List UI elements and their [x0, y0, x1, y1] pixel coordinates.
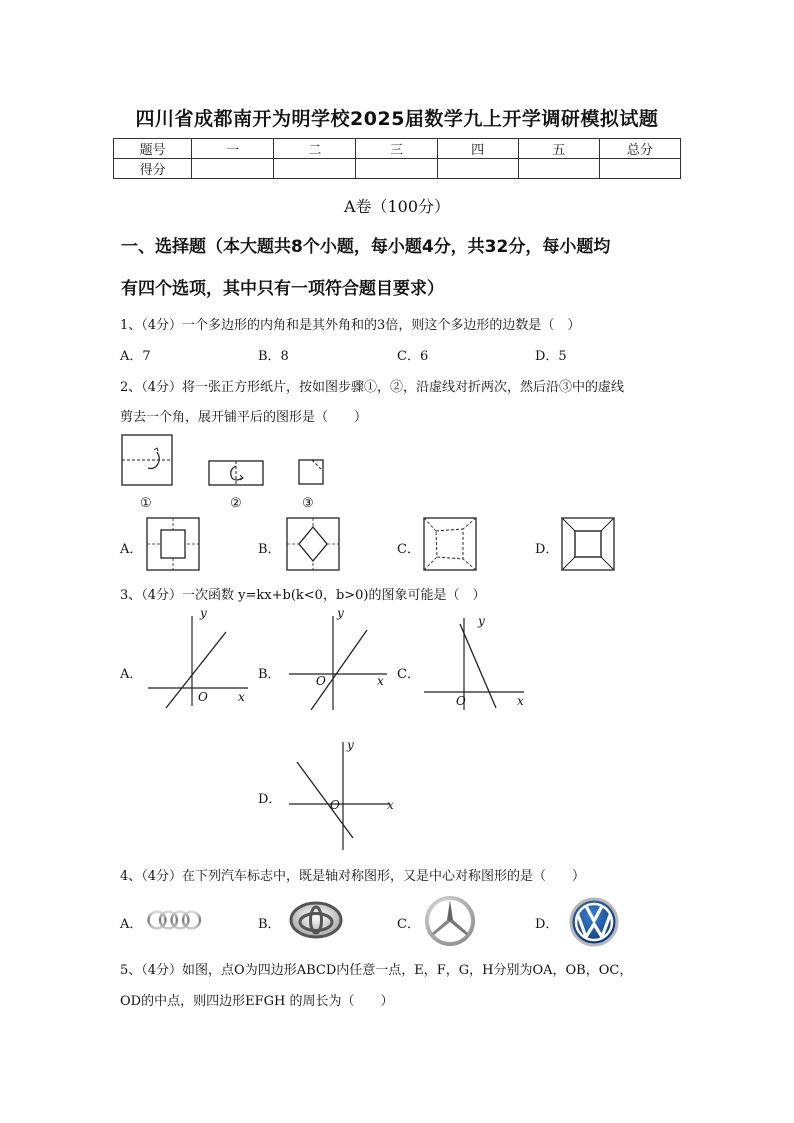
- q2-option-d[interactable]: D．: [535, 542, 559, 557]
- volkswagen-logo[interactable]: [569, 897, 619, 947]
- question-3-text: 3、（4分）一次函数 y=kx+b(k<0，b>0)的图象可能是（ ）: [120, 588, 486, 603]
- score-table-header-row: [114, 139, 681, 159]
- step-label-3: ③: [302, 496, 314, 511]
- q2-option-c-figure[interactable]: [423, 517, 477, 571]
- score-cell[interactable]: [599, 159, 680, 179]
- q3-option-a-graph[interactable]: [140, 610, 250, 710]
- score-table: [113, 138, 681, 179]
- q2-option-a-figure[interactable]: [146, 517, 200, 571]
- score-row-label: 得分: [114, 159, 192, 179]
- q4-option-c[interactable]: C．: [397, 917, 420, 932]
- score-header-cell: 题号: [114, 139, 192, 159]
- q3b-y-label: y: [337, 606, 344, 620]
- q2-step2-figure: [208, 460, 264, 486]
- q3b-origin-label: O: [316, 674, 326, 688]
- q3d-x-label: x: [387, 798, 394, 812]
- part1-heading-line2: 有四个选项，其中只有一项符合题目要求）: [121, 279, 444, 299]
- question-5-text-line1: 5、（4分）如图，点O为四边形ABCD内任意一点，E，F，G，H分别为OA，OB，OC，: [120, 963, 633, 978]
- step-label-1: ①: [140, 496, 152, 511]
- score-header-cell: 二: [274, 139, 356, 159]
- q3a-origin-label: O: [198, 690, 208, 704]
- score-cell[interactable]: [437, 159, 518, 179]
- q3-option-c-graph[interactable]: [420, 610, 530, 710]
- part1-heading-line1: 一、选择题（本大题共8个小题，每小题4分，共32分，每小题均: [121, 237, 611, 257]
- score-cell[interactable]: [192, 159, 274, 179]
- q3a-y-label: y: [200, 606, 207, 620]
- question-1-text: 1、（4分）一个多边形的内角和是其外角和的3倍，则这个多边形的边数是（ ）: [120, 318, 581, 333]
- q2-option-c[interactable]: C．: [397, 542, 420, 557]
- score-header-cell: 四: [437, 139, 518, 159]
- q1-option-a[interactable]: A．7: [120, 349, 151, 364]
- q2-option-b[interactable]: B．: [258, 542, 281, 557]
- q3-option-a[interactable]: A．: [120, 667, 143, 682]
- score-table-score-row: [114, 159, 681, 179]
- q2-option-d-figure[interactable]: [561, 517, 615, 571]
- q4-option-a[interactable]: A．: [120, 917, 143, 932]
- score-header-cell: 五: [518, 139, 599, 159]
- question-4-text: 4、（4分）在下列汽车标志中，既是轴对称图形，又是中心对称图形的是（ ）: [120, 869, 586, 884]
- score-cell[interactable]: [274, 159, 356, 179]
- q1-option-d[interactable]: D．5: [535, 349, 567, 364]
- q2-step3-figure: [298, 459, 324, 485]
- score-header-cell: 三: [356, 139, 437, 159]
- q3-option-b[interactable]: B．: [258, 667, 281, 682]
- q2-option-b-figure[interactable]: [286, 517, 340, 571]
- score-cell[interactable]: [518, 159, 599, 179]
- q3-option-d-graph[interactable]: [285, 734, 395, 854]
- q3-option-d[interactable]: D．: [258, 792, 282, 807]
- q2-step1-figure: [121, 434, 173, 486]
- question-2-text-line1: 2、（4分）将一张正方形纸片，按如图步骤①，②，沿虚线对折两次，然后沿③中的虚线: [120, 380, 625, 395]
- q3b-x-label: x: [377, 674, 384, 688]
- score-header-cell: 总分: [599, 139, 680, 159]
- question-2-text-line2: 剪去一个角，展开铺平后的图形是（ ）: [120, 410, 368, 425]
- q1-option-c[interactable]: C．6: [397, 349, 429, 364]
- q3d-origin-label: O: [330, 798, 340, 812]
- q4-option-b[interactable]: B．: [258, 917, 281, 932]
- section-a-heading: A卷（100分）: [343, 197, 451, 216]
- q4-option-d[interactable]: D．: [535, 917, 559, 932]
- score-header-cell: 一: [192, 139, 274, 159]
- q3-option-b-graph[interactable]: [283, 610, 393, 710]
- q3c-origin-label: O: [456, 694, 466, 708]
- q3-option-c[interactable]: C．: [397, 667, 420, 682]
- score-cell[interactable]: [356, 159, 437, 179]
- q3d-y-label: y: [347, 738, 354, 752]
- audi-logo[interactable]: [146, 909, 202, 931]
- toyota-logo[interactable]: [289, 900, 343, 940]
- q3a-x-label: x: [238, 690, 245, 704]
- exam-title: 四川省成都南开为明学校2025届数学九上开学调研模拟试题: [135, 108, 659, 130]
- q3c-y-label: y: [478, 614, 485, 628]
- mercedes-logo[interactable]: [425, 896, 475, 946]
- q3c-x-label: x: [517, 694, 524, 708]
- question-5-text-line2: OD的中点，则四边形EFGH 的周长为（ ）: [120, 994, 394, 1009]
- q1-option-b[interactable]: B．8: [258, 349, 289, 364]
- q2-option-a[interactable]: A．: [120, 542, 143, 557]
- step-label-2: ②: [230, 496, 242, 511]
